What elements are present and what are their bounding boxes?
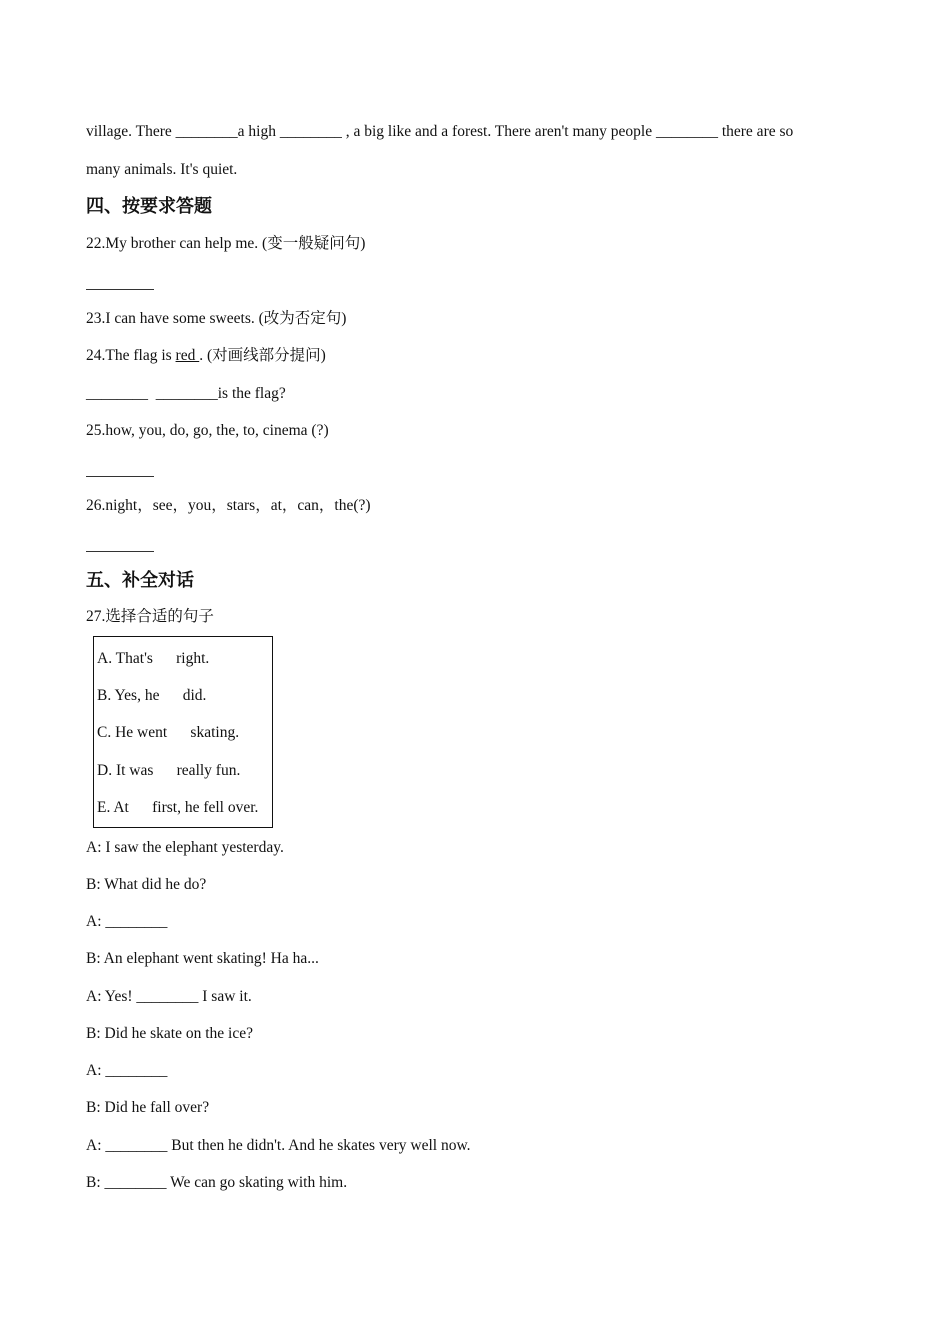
question-25: 25.how, you, do, go, the, to, cinema (?) [86,422,329,439]
question-24-suffix: . (对画线部分提问) [199,347,326,364]
section-5-heading: 五、补全对话 [86,570,194,591]
option-d: D. It was really fun. [97,762,241,779]
option-a: A. That's right. [97,650,210,667]
dialogue-line: A: Yes! ________ I saw it. [86,988,252,1005]
dialogue-line: B: What did he do? [86,876,207,893]
options-box [93,636,273,828]
question-24-underlined-word: red [175,347,200,364]
option-c: C. He went skating. [97,724,240,741]
question-24 [86,346,326,366]
dialogue-line: B: ________ We can go skating with him. [86,1174,348,1191]
question-24-prefix: 24.The flag is [86,347,176,364]
question-26: 26.night，see，you，stars，at，can，the(?) [86,497,371,514]
passage-line-2: many animals. It's quiet. [86,161,238,178]
dialogue-line: B: Did he fall over? [86,1099,210,1116]
answer-blank-22 [86,289,154,290]
dialogue-line: A: ________ [86,913,168,930]
section-4-heading: 四、按要求答题 [86,196,212,217]
question-23: 23.I can have some sweets. (改为否定句) [86,310,347,327]
dialogue-line: B: Did he skate on the ice? [86,1025,254,1042]
option-e: E. At first, he fell over. [97,799,259,816]
passage-line-1: village. There ________a high ________ , a big like and a forest. There aren't many people ________ there are so [86,123,794,140]
dialogue-line: B: An elephant went skating! Ha ha... [86,950,319,967]
option-b: B. Yes, he did. [97,687,207,704]
question-27: 27.选择合适的句子 [86,608,214,625]
dialogue-line: A: I saw the elephant yesterday. [86,839,284,856]
answer-blank-26 [86,551,154,552]
question-24-answer-line: ________ ________is the flag? [86,385,286,402]
answer-blank-25 [86,476,154,477]
dialogue-line: A: ________ [86,1062,168,1079]
question-22: 22.My brother can help me. (变一般疑问句) [86,235,366,252]
dialogue-line: A: ________ But then he didn't. And he skates very well now. [86,1137,471,1154]
